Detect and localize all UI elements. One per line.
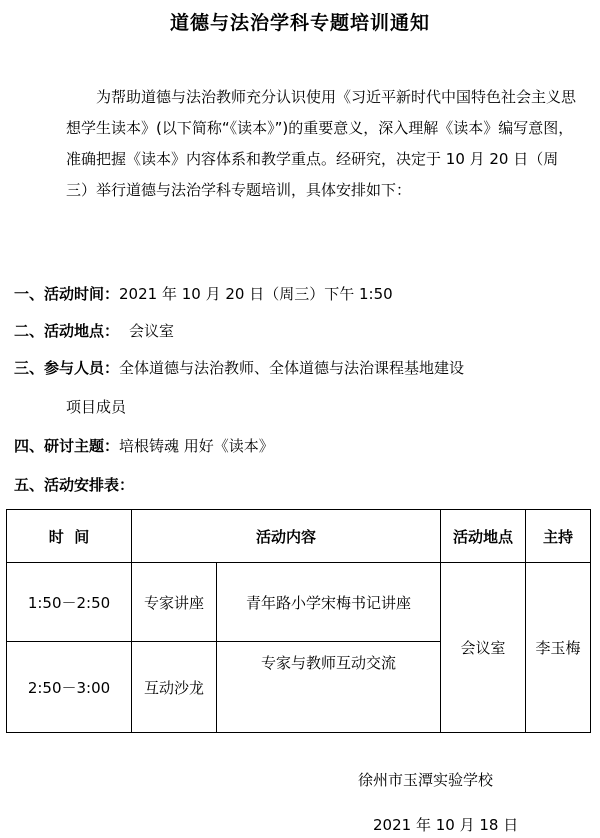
participants-label: 三、参与人员： bbox=[14, 359, 120, 377]
row-time: 2:50－3:00 bbox=[7, 642, 132, 733]
participants bbox=[14, 357, 464, 378]
activity-time-label: 一、活动时间： bbox=[14, 285, 120, 303]
schedule-heading bbox=[14, 474, 134, 495]
intro-paragraph: 为帮助道德与法治教师充分认识使用《习近平新时代中国特色社会主义思想学生读本》(以下简称“《读本》”)的重要意义，深入理解《读本》编写意图，准确把握《读本》内容体系和教学重点。经研究，决定于 10 月 20 日（周三）举行道德与法治学科专题培训，具体安排如下： bbox=[66, 88, 577, 199]
row-detail: 专家与教师互动交流 bbox=[217, 642, 441, 733]
activity-place bbox=[14, 320, 174, 341]
activity-time bbox=[14, 283, 393, 304]
school-signature: 徐州市玉潭实验学校 bbox=[358, 771, 494, 789]
schedule-label: 五、活动安排表： bbox=[14, 476, 135, 494]
discussion-theme-value: 培根铸魂 用好《读本》 bbox=[119, 437, 274, 455]
activity-place-label: 二、活动地点： bbox=[14, 322, 120, 340]
header-time: 时 间 bbox=[7, 510, 132, 563]
header-content: 活动内容 bbox=[132, 510, 441, 563]
activity-time-value: 2021 年 10 月 20 日（周三）下午 1:50 bbox=[119, 285, 393, 303]
page-title: 道德与法治学科专题培训通知 bbox=[169, 12, 430, 34]
row-type: 专家讲座 bbox=[132, 563, 217, 642]
table-header-row bbox=[7, 510, 591, 563]
header-host: 主持 bbox=[526, 510, 591, 563]
host-cell: 李玉梅 bbox=[526, 563, 591, 733]
signature-date: 2021 年 10 月 18 日 bbox=[373, 816, 519, 834]
activity-place-value: 会议室 bbox=[129, 322, 175, 340]
row-detail: 青年路小学宋梅书记讲座 bbox=[217, 563, 441, 642]
schedule-table bbox=[6, 509, 591, 733]
row-time: 1:50－2:50 bbox=[7, 563, 132, 642]
header-location: 活动地点 bbox=[441, 510, 526, 563]
row-type: 互动沙龙 bbox=[132, 642, 217, 733]
participants-continued: 项目成员 bbox=[66, 398, 127, 416]
discussion-theme bbox=[14, 435, 274, 456]
table-row bbox=[7, 563, 591, 642]
discussion-theme-label: 四、研讨主题： bbox=[14, 437, 120, 455]
participants-value: 全体道德与法治教师、全体道德与法治课程基地建设 bbox=[119, 359, 465, 377]
location-cell: 会议室 bbox=[441, 563, 526, 733]
